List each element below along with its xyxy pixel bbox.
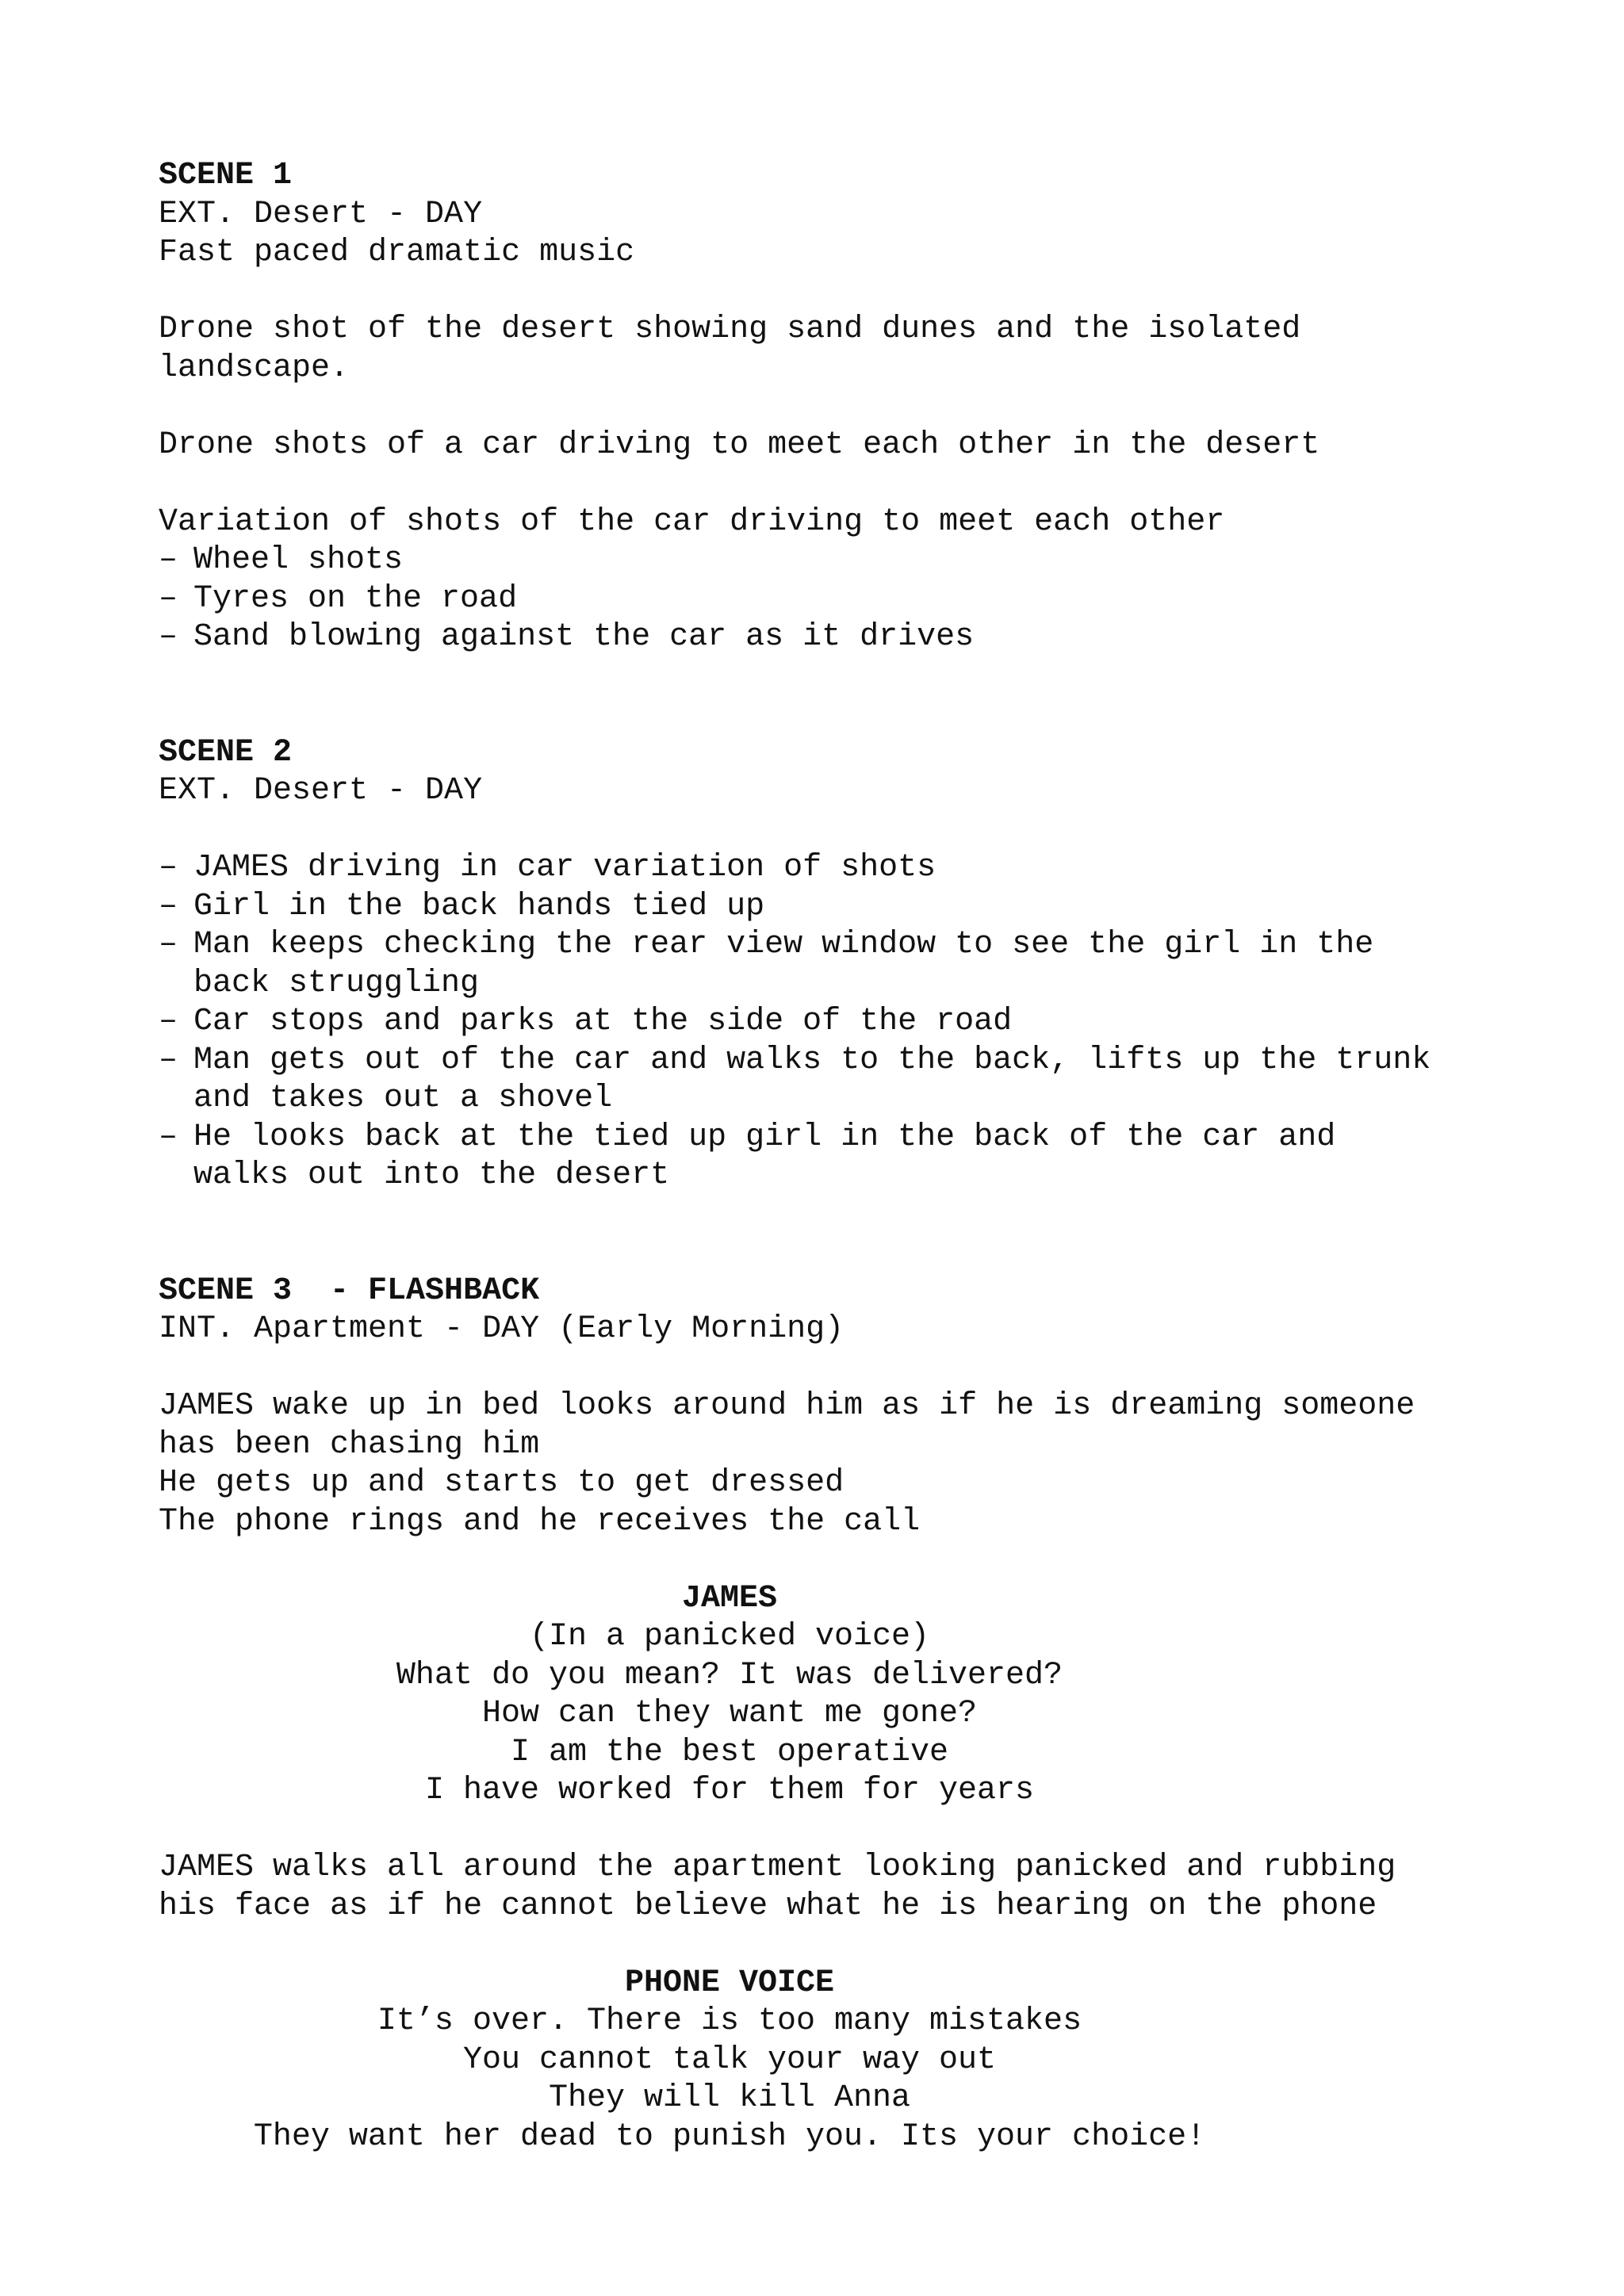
- action-line: The phone rings and he receives the call: [159, 1503, 921, 1540]
- bullet-item: [159, 849, 1491, 888]
- bullet-text: Car stops and parks at the side of the road: [193, 1004, 1013, 1039]
- dialogue-line: How can they want me gone?: [481, 1696, 978, 1732]
- bullet-item: [159, 618, 1491, 657]
- action-line: Drone shots of a car driving to meet each other in the desert: [159, 427, 1320, 463]
- action-line: his face as if he cannot believe what he is hearing on the phone: [159, 1888, 1377, 1924]
- action-line: Variation of shots of the car driving to meet each other: [159, 503, 1225, 540]
- bullet-item: [159, 926, 1491, 965]
- bullet-text: Man keeps checking the rear view window to see the girl in the: [193, 927, 1374, 962]
- bullet-text: Wheel shots: [193, 542, 404, 578]
- bullet-text: Sand blowing against the car as it drives: [193, 619, 975, 655]
- bullet-continuation: [159, 1157, 1491, 1196]
- bullet-text: and takes out a shovel: [193, 1081, 613, 1116]
- scene-slugline: EXT. Desert - DAY: [159, 773, 483, 809]
- dialogue-line: I have worked for them for years: [424, 1773, 1035, 1808]
- action-line: landscape.: [159, 350, 350, 386]
- bullet-dash: –: [159, 542, 178, 578]
- bullet-text: Girl in the back hands tied up: [193, 888, 765, 924]
- scene-slugline: INT. Apartment - DAY (Early Morning): [159, 1311, 845, 1347]
- scene-heading: SCENE 2: [159, 734, 293, 771]
- action-line: has been chasing him: [159, 1426, 540, 1463]
- bullet-text: back struggling: [193, 965, 480, 1001]
- bullet-dash: –: [159, 850, 178, 886]
- bullet-dash: –: [159, 1042, 178, 1078]
- bullet-item: [159, 1003, 1491, 1042]
- bullet-item: [159, 541, 1491, 580]
- bullet-item: [159, 580, 1491, 619]
- action-line: JAMES walks all around the apartment looking panicked and rubbing: [159, 1850, 1396, 1885]
- bullet-continuation: [159, 965, 1491, 1004]
- bullet-dash: –: [159, 927, 178, 962]
- scene-heading: SCENE 1: [159, 158, 293, 193]
- music-cue: Fast paced dramatic music: [159, 235, 635, 270]
- action-line: Drone shot of the desert showing sand dunes and the isolated: [159, 312, 1301, 347]
- dialogue-line: What do you mean? It was delivered?: [396, 1657, 1063, 1693]
- dialogue-line: It’s over. There is too many mistakes: [377, 2003, 1082, 2039]
- dialogue-line: You cannot talk your way out: [462, 2042, 997, 2078]
- bullet-text: JAMES driving in car variation of shots: [193, 850, 936, 886]
- character-name: JAMES: [681, 1580, 778, 1617]
- bullet-text: He looks back at the tied up girl in the back of the car and: [193, 1119, 1336, 1155]
- character-name: PHONE VOICE: [624, 1965, 835, 2001]
- action-line: JAMES wake up in bed looks around him as if he is dreaming someone: [159, 1388, 1415, 1424]
- bullet-dash: –: [159, 580, 178, 617]
- bullet-item: [159, 1119, 1491, 1158]
- script-page: [159, 157, 1491, 2156]
- parenthetical: (In a panicked voice): [529, 1619, 930, 1655]
- bullet-item: [159, 888, 1491, 927]
- bullet-dash: –: [159, 619, 178, 655]
- dialogue-line: They want her dead to punish you. Its your choice!: [253, 2118, 1206, 2155]
- dialogue-line: I am the best operative: [510, 1734, 949, 1770]
- bullet-text: Tyres on the road: [193, 580, 518, 617]
- bullet-text: walks out into the desert: [193, 1158, 670, 1193]
- bullet-dash: –: [159, 1119, 178, 1155]
- bullet-continuation: [159, 1080, 1491, 1119]
- action-line: He gets up and starts to get dressed: [159, 1465, 845, 1501]
- bullet-text: Man gets out of the car and walks to the back, lifts up the trunk: [193, 1042, 1431, 1078]
- scene-slugline: EXT. Desert - DAY: [159, 196, 483, 232]
- scene-heading: SCENE 3 - FLASHBACK: [159, 1272, 540, 1309]
- bullet-item: [159, 1042, 1491, 1081]
- dialogue-line: They will kill Anna: [548, 2080, 911, 2116]
- bullet-dash: –: [159, 1004, 178, 1039]
- bullet-dash: –: [159, 888, 178, 924]
